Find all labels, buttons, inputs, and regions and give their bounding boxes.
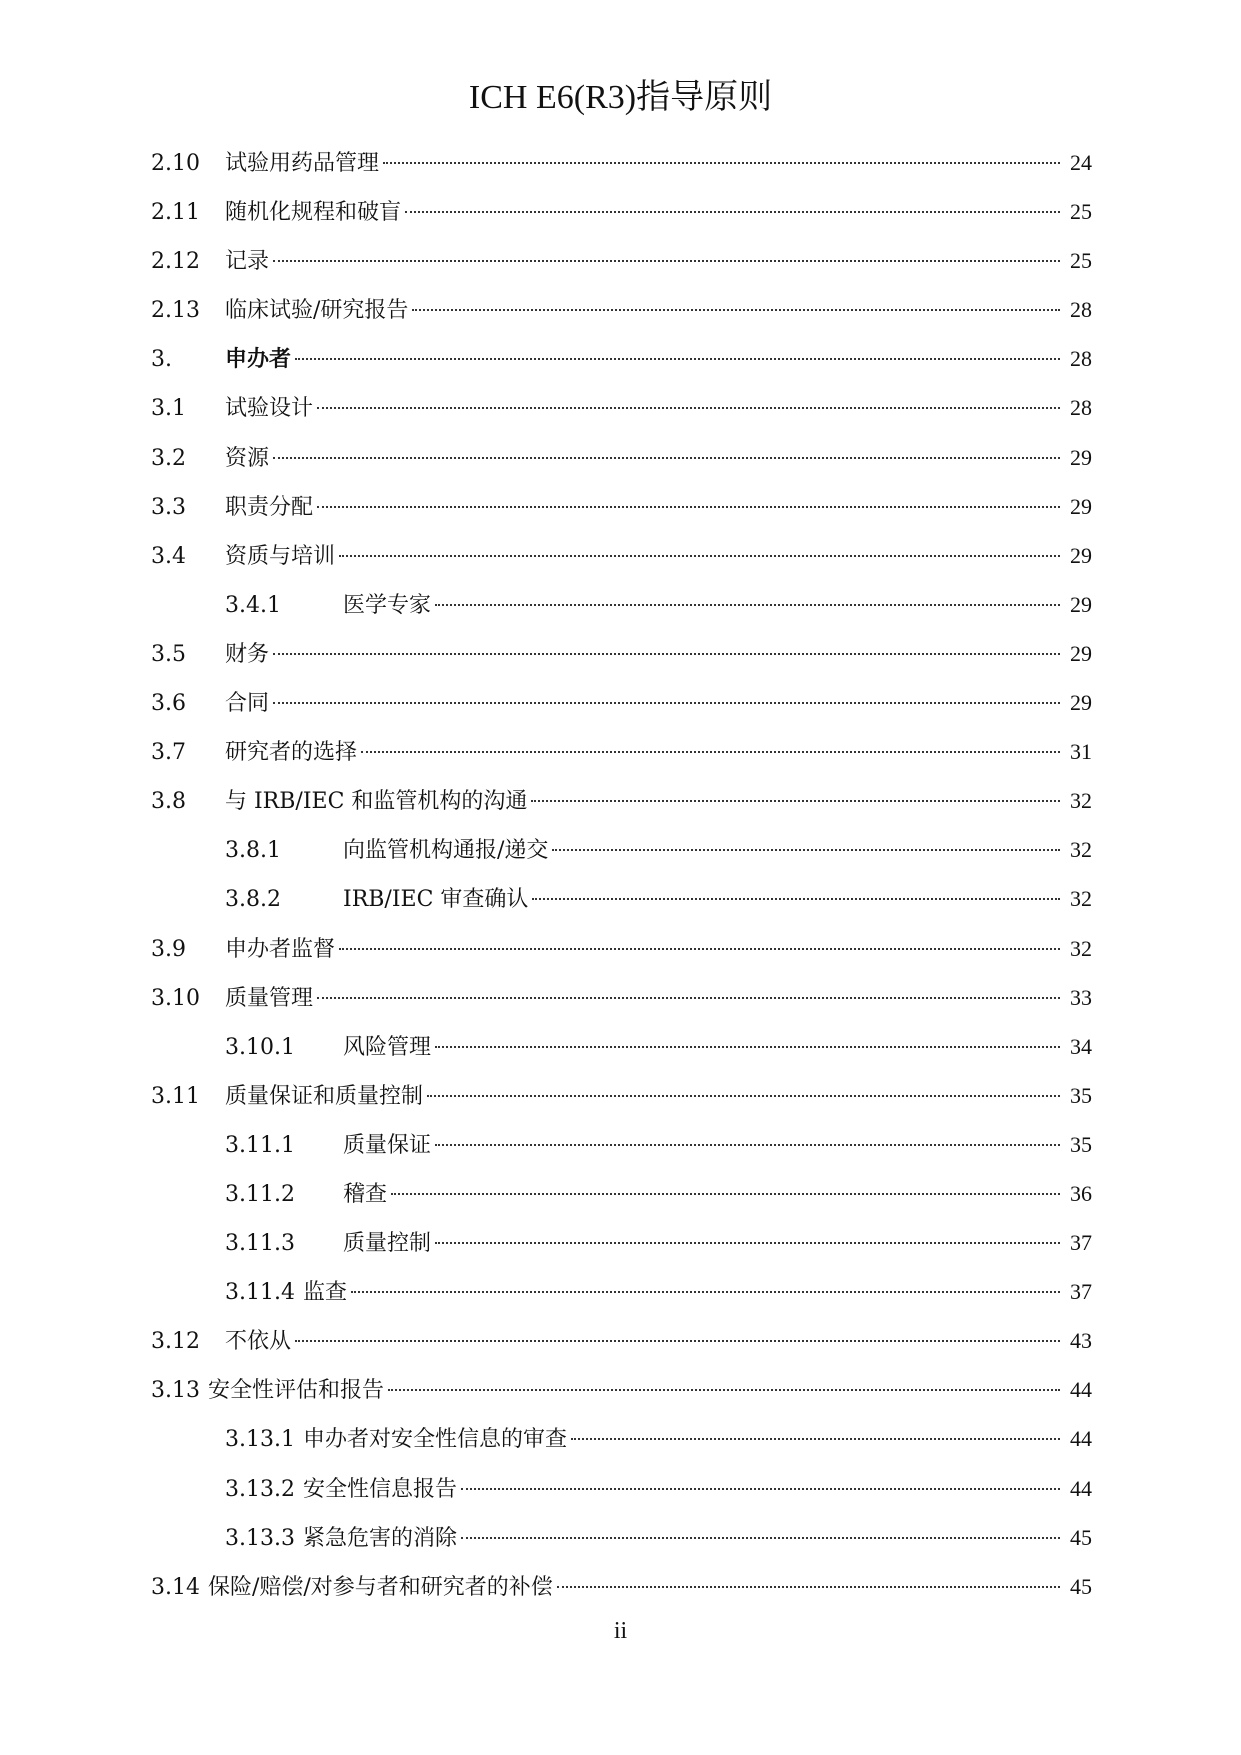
- dot-leader: [295, 358, 1060, 360]
- toc-entry-number: 3.3: [151, 494, 186, 520]
- toc-entry-number: 3.13.2: [225, 1476, 295, 1502]
- toc-entry-title: 职责分配: [225, 494, 314, 520]
- dot-leader: [435, 604, 1060, 606]
- toc-entry-title: 试验设计: [225, 396, 314, 422]
- toc-entry-number: 3.8.2: [225, 887, 281, 913]
- toc-entry-title: 试验用药品管理: [225, 151, 380, 176]
- dot-leader: [405, 211, 1060, 213]
- toc-entry-number: 3.11.3: [225, 1231, 295, 1257]
- toc-entry-number: 3.11: [151, 1083, 200, 1109]
- toc-entry-title: 质量管理: [225, 985, 314, 1011]
- toc-entry[interactable]: [151, 539, 1092, 588]
- toc-entry-page: 24: [1070, 150, 1092, 175]
- toc-entry-number: 3.: [151, 347, 172, 373]
- dot-leader: [273, 457, 1060, 459]
- toc-entry-number: 2.12: [151, 249, 200, 275]
- dot-leader: [552, 849, 1060, 851]
- toc-entry-page: 44: [1070, 1377, 1092, 1403]
- toc-entry-number: 3.13: [151, 1378, 200, 1404]
- toc-entry-number: 3.7: [151, 740, 186, 766]
- toc-entry-page: 32: [1070, 837, 1092, 863]
- dot-leader: [383, 162, 1060, 164]
- dot-leader: [427, 1095, 1060, 1097]
- toc-entry[interactable]: [151, 1079, 1092, 1128]
- toc-entry-title: 随机化规程和破盲: [225, 200, 402, 226]
- toc-entry-title: 申办者对安全性信息的审查: [302, 1427, 567, 1453]
- dot-leader: [532, 898, 1060, 900]
- toc-entry[interactable]: [151, 981, 1092, 1030]
- dot-leader: [339, 948, 1060, 950]
- toc-entry-number: 3.13.1: [225, 1427, 295, 1453]
- toc-entry-number: 3.6: [151, 691, 186, 717]
- toc-entry[interactable]: [151, 146, 1092, 195]
- dot-leader: [461, 1537, 1060, 1539]
- toc-entry-page: 32: [1070, 935, 1092, 961]
- toc-entry-title: 安全性信息报告: [302, 1476, 457, 1502]
- toc-entry[interactable]: [151, 391, 1092, 440]
- toc-entry[interactable]: [151, 833, 1092, 882]
- dot-leader: [531, 800, 1060, 802]
- dot-leader: [557, 1586, 1060, 1588]
- dot-leader: [391, 1193, 1060, 1195]
- toc-entry[interactable]: [151, 784, 1092, 833]
- toc-entry-title: 申办者监督: [225, 936, 336, 962]
- dot-leader: [339, 555, 1060, 557]
- toc-entry[interactable]: [151, 1521, 1092, 1570]
- toc-entry-title: 保险/赔偿/对参与者和研究者的补偿: [207, 1574, 553, 1600]
- toc-entry-number: 3.10.1: [225, 1034, 295, 1060]
- toc-entry-page: 35: [1070, 1082, 1092, 1108]
- toc-entry-number: 2.11: [151, 200, 200, 226]
- toc-entry[interactable]: [151, 686, 1092, 735]
- toc-entry[interactable]: [151, 1422, 1092, 1471]
- dot-leader: [317, 506, 1060, 508]
- dot-leader: [317, 407, 1060, 409]
- toc-entry-title: 合同: [225, 691, 270, 717]
- toc-entry[interactable]: [151, 1128, 1092, 1177]
- toc-entry-page: 29: [1070, 690, 1092, 716]
- toc-entry[interactable]: [151, 195, 1092, 244]
- toc-entry-title: 质量控制: [343, 1231, 432, 1257]
- toc-entry-page: 29: [1070, 542, 1092, 568]
- toc-entry-page: 45: [1070, 1573, 1092, 1599]
- toc-entry-number: 3.11.1: [225, 1132, 295, 1158]
- toc-entry-number: 3.4: [151, 543, 186, 569]
- toc-entry-page: 43: [1070, 1328, 1092, 1354]
- toc-entry[interactable]: [151, 1275, 1092, 1324]
- toc-entry-title: 临床试验/研究报告: [225, 298, 409, 324]
- toc-entry-number: 2.10: [151, 151, 200, 176]
- dot-leader: [571, 1438, 1060, 1440]
- toc-entry-title: 监查: [302, 1280, 347, 1306]
- toc-entry-title: 质量保证: [343, 1132, 432, 1158]
- toc-entry-title: 安全性评估和报告: [207, 1378, 384, 1404]
- dot-leader: [351, 1291, 1060, 1293]
- toc-entry-page: 37: [1070, 1230, 1092, 1256]
- table-of-contents: [151, 146, 1092, 1619]
- toc-entry[interactable]: [151, 490, 1092, 539]
- toc-entry-number: 3.8: [151, 789, 186, 815]
- toc-entry-page: 31: [1070, 739, 1092, 765]
- toc-entry[interactable]: [151, 342, 1092, 391]
- toc-entry-page: 29: [1070, 591, 1092, 617]
- toc-entry[interactable]: [151, 932, 1092, 981]
- toc-entry[interactable]: [151, 244, 1092, 293]
- toc-entry[interactable]: [151, 588, 1092, 637]
- toc-entry-number: 3.8.1: [225, 838, 281, 864]
- toc-entry-number: 3.13.3: [225, 1525, 295, 1551]
- toc-entry[interactable]: [151, 1324, 1092, 1373]
- toc-entry-page: 28: [1070, 297, 1092, 323]
- toc-entry[interactable]: [151, 1472, 1092, 1521]
- toc-entry-page: 25: [1070, 199, 1092, 225]
- toc-entry-title: 研究者的选择: [225, 740, 358, 766]
- dot-leader: [435, 1144, 1060, 1146]
- dot-leader: [295, 1340, 1060, 1342]
- dot-leader: [273, 260, 1060, 262]
- toc-entry-title: 向监管机构通报/递交: [343, 838, 549, 864]
- toc-entry[interactable]: [151, 735, 1092, 784]
- toc-entry-page: 35: [1070, 1131, 1092, 1157]
- toc-entry-title: 财务: [225, 641, 270, 667]
- toc-entry-page: 29: [1070, 640, 1092, 666]
- toc-entry-page: 44: [1070, 1426, 1092, 1452]
- dot-leader: [412, 309, 1060, 311]
- toc-entry[interactable]: [151, 293, 1092, 342]
- dot-leader: [361, 751, 1060, 753]
- toc-entry-number: 3.1: [151, 396, 186, 422]
- toc-entry-page: 25: [1070, 248, 1092, 274]
- toc-entry-number: 3.11.2: [225, 1181, 295, 1207]
- toc-entry-title: 与 IRB/IEC 和监管机构的沟通: [225, 789, 528, 815]
- toc-entry[interactable]: [151, 1177, 1092, 1226]
- dot-leader: [435, 1242, 1060, 1244]
- toc-entry-page: 32: [1070, 886, 1092, 912]
- dot-leader: [388, 1389, 1060, 1391]
- toc-entry-number: 3.12: [151, 1329, 200, 1355]
- toc-entry-title: 资源: [225, 445, 270, 471]
- toc-entry[interactable]: [151, 1570, 1092, 1619]
- toc-entry[interactable]: [151, 882, 1092, 931]
- toc-entry-title: 记录: [225, 249, 270, 275]
- toc-entry-page: 29: [1070, 444, 1092, 470]
- toc-entry-page: 33: [1070, 984, 1092, 1010]
- toc-entry-title: 不依从: [225, 1329, 292, 1355]
- toc-entry-number: 3.14: [151, 1574, 200, 1600]
- toc-entry-page: 34: [1070, 1033, 1092, 1059]
- dot-leader: [273, 702, 1060, 704]
- dot-leader: [317, 997, 1060, 999]
- page-title: ICH E6(R3)指导原则: [468, 79, 773, 116]
- toc-entry-page: 32: [1070, 788, 1092, 814]
- toc-entry[interactable]: [151, 441, 1092, 490]
- toc-entry-title: 稽查: [343, 1181, 388, 1207]
- toc-entry-number: 3.11.4: [225, 1280, 295, 1306]
- toc-entry-number: 3.2: [151, 445, 186, 471]
- toc-entry-number: 3.4.1: [225, 592, 281, 618]
- toc-entry-title: 质量保证和质量控制: [225, 1083, 424, 1109]
- toc-entry-page: 37: [1070, 1279, 1092, 1305]
- toc-entry[interactable]: [151, 637, 1092, 686]
- toc-entry-page: 28: [1070, 346, 1092, 372]
- toc-entry-number: 3.10: [151, 985, 200, 1011]
- dot-leader: [273, 653, 1060, 655]
- page-number: ii: [613, 1618, 628, 1644]
- toc-entry-page: 44: [1070, 1475, 1092, 1501]
- toc-entry-title: 申办者: [225, 346, 292, 373]
- toc-entry-number: 3.5: [151, 641, 186, 667]
- toc-entry[interactable]: [151, 1373, 1092, 1422]
- toc-entry-page: 45: [1070, 1524, 1092, 1550]
- toc-entry-title: 资质与培训: [225, 543, 336, 569]
- dot-leader: [435, 1046, 1060, 1048]
- toc-entry-page: 29: [1070, 493, 1092, 519]
- toc-entry-title: 医学专家: [343, 592, 432, 618]
- toc-entry[interactable]: [151, 1030, 1092, 1079]
- toc-entry-title: IRB/IEC 审查确认: [343, 887, 529, 913]
- toc-entry-number: 2.13: [151, 298, 200, 324]
- toc-entry-page: 36: [1070, 1180, 1092, 1206]
- toc-entry-title: 风险管理: [343, 1034, 432, 1060]
- toc-entry-page: 28: [1070, 395, 1092, 421]
- dot-leader: [461, 1488, 1060, 1490]
- toc-entry-title: 紧急危害的消除: [302, 1525, 457, 1551]
- toc-entry-number: 3.9: [151, 936, 186, 962]
- toc-entry[interactable]: [151, 1226, 1092, 1275]
